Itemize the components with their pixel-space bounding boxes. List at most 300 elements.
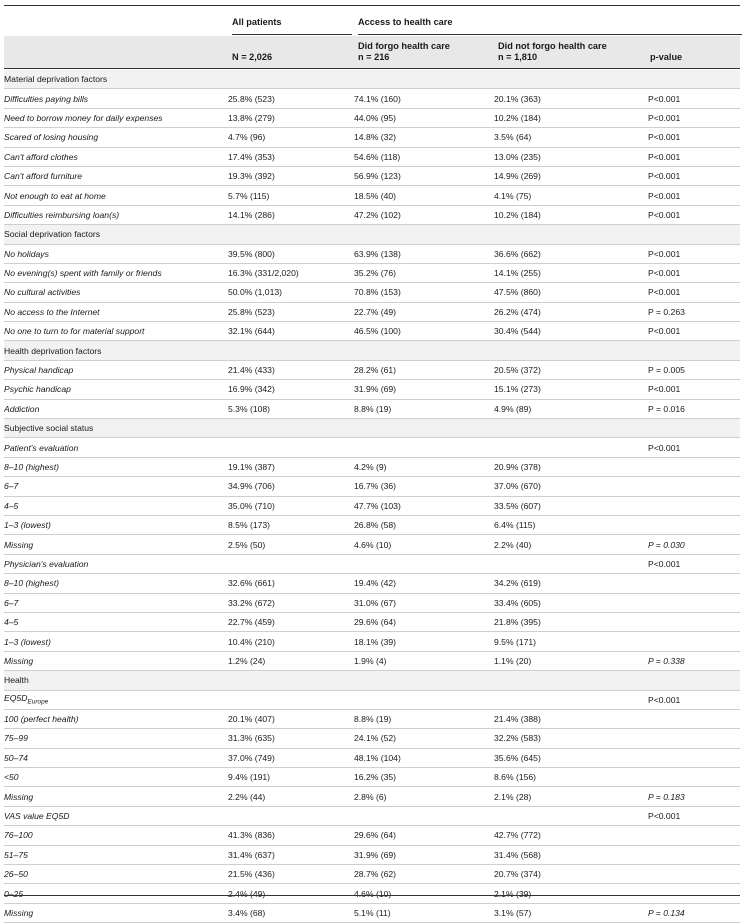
cell-did-forgo: 19.4% (42) [354,574,494,593]
cell-did-forgo: 26.8% (58) [354,515,494,534]
row-label [4,283,228,302]
table-row [4,205,740,224]
cell-did-not-forgo: 13.0% (235) [494,147,648,166]
cell-p-value: P = 0.338 [648,651,740,670]
cell-did-forgo: 22.7% (49) [354,302,494,321]
cell-p-value: P<0.001 [648,283,740,302]
cell-all-patients: 8.5% (173) [228,515,354,534]
header-all-patients: All patients [232,17,282,27]
cell-all-patients: 16.3% (331/2,020) [228,263,354,282]
cell-did-not-forgo: 14.9% (269) [494,166,648,185]
cell-did-forgo: 4.2% (9) [354,457,494,476]
cell-did-forgo: 54.6% (118) [354,147,494,166]
cell-did-forgo: 4.6% (10) [354,884,494,903]
cell-did-not-forgo: 31.4% (568) [494,845,648,864]
cell-did-forgo: 16.7% (36) [354,477,494,496]
cell-all-patients: 5.7% (115) [228,186,354,205]
cell-p-value: P<0.001 [648,186,740,205]
row-label [4,593,228,612]
cell-did-forgo: 5.1% (11) [354,903,494,922]
cell-p-value [648,632,740,651]
cell-all-patients: 19.1% (387) [228,457,354,476]
cell-did-not-forgo: 32.2% (583) [494,729,648,748]
cell-p-value [648,612,740,631]
row-label [4,554,228,573]
cell-p-value: P<0.001 [648,380,740,399]
cell-p-value [648,477,740,496]
cell-did-forgo: 28.2% (61) [354,360,494,379]
table-row [4,166,740,185]
cell-p-value [648,593,740,612]
row-label-text: <50 [4,772,19,783]
cell-did-forgo: 18.1% (39) [354,632,494,651]
cell-all-patients: 33.2% (672) [228,593,354,612]
cell-did-forgo: 31.9% (69) [354,845,494,864]
table-row [4,89,740,108]
row-label [4,128,228,147]
cell-all-patients: 3.4% (68) [228,903,354,922]
cell-did-not-forgo: 1.1% (20) [494,651,648,670]
cell-did-not-forgo: 2.1% (28) [494,787,648,806]
cell-did-forgo: 44.0% (95) [354,108,494,127]
cell-did-not-forgo: 47.5% (860) [494,283,648,302]
table-row [4,515,740,534]
row-label [4,89,228,108]
cell-p-value: P<0.001 [648,108,740,127]
row-label [4,263,228,282]
cell-p-value: P<0.001 [648,205,740,224]
section-row [4,341,740,360]
row-label-text: Can't afford clothes [4,151,78,162]
row-label [4,806,228,825]
row-label [4,360,228,379]
cell-all-patients: 31.3% (635) [228,729,354,748]
row-label [4,147,228,166]
cell-p-value [648,845,740,864]
cell-p-value: P<0.001 [648,166,740,185]
row-label-text: Missing [4,539,34,550]
row-label-text: 0–25 [4,888,24,899]
cell-all-patients [228,438,354,457]
cell-all-patients: 1.2% (24) [228,651,354,670]
cell-all-patients: 37.0% (749) [228,748,354,767]
cell-did-not-forgo: 21.4% (388) [494,709,648,728]
cell-all-patients: 34.9% (706) [228,477,354,496]
cell-p-value: P<0.001 [648,147,740,166]
cell-all-patients: 14.1% (286) [228,205,354,224]
cell-did-not-forgo [494,438,648,457]
cell-p-value: P = 0.005 [648,360,740,379]
row-label-text: Not enough to eat at home [4,190,106,201]
cell-all-patients: 5.3% (108) [228,399,354,418]
row-label-text: Need to borrow money for daily expenses [4,112,163,123]
cell-all-patients: 32.1% (644) [228,322,354,341]
cell-did-not-forgo: 20.9% (378) [494,457,648,476]
cell-did-not-forgo: 8.6% (156) [494,768,648,787]
cell-did-forgo: 48.1% (104) [354,748,494,767]
row-label-text: 4–5 [4,500,19,511]
cell-all-patients: 16.9% (342) [228,380,354,399]
table-row [4,748,740,767]
cell-p-value: P<0.001 [648,322,740,341]
cell-p-value: P<0.001 [648,554,740,573]
cell-p-value: P<0.001 [648,690,740,709]
cell-all-patients: 25.8% (523) [228,89,354,108]
row-label-text: 51–75 [4,849,28,860]
cell-did-forgo [354,554,494,573]
row-label [4,496,228,515]
section-row [4,70,740,89]
cell-all-patients: 25.8% (523) [228,302,354,321]
cell-p-value [648,515,740,534]
row-label [4,244,228,263]
table-row [4,108,740,127]
cell-all-patients: 2.4% (49) [228,884,354,903]
cell-p-value: P = 0.016 [648,399,740,418]
row-label-text: Missing [4,655,34,666]
header-underline-all [232,34,352,35]
cell-did-not-forgo [494,806,648,825]
cell-did-not-forgo: 4.1% (75) [494,186,648,205]
header-notforgo-title: Did not forgo health care [498,41,607,51]
row-label-text: 8–10 (highest) [4,578,59,589]
table-bottom-rule [4,895,740,896]
cell-did-not-forgo: 15.1% (273) [494,380,648,399]
cell-all-patients: 4.7% (96) [228,128,354,147]
cell-did-forgo: 14.8% (32) [354,128,494,147]
row-label-text: Physical handicap [4,365,74,376]
table-row [4,360,740,379]
section-label: Subjective social status [4,419,740,438]
data-table-body [4,70,740,923]
cell-did-forgo: 28.7% (62) [354,865,494,884]
table-row [4,554,740,573]
table-row [4,632,740,651]
table-header-group-row [4,10,740,34]
row-label [4,748,228,767]
row-label [4,515,228,534]
header-forgo-title: Did forgo health care [358,41,450,51]
row-label [4,205,228,224]
table-row [4,322,740,341]
row-label [4,865,228,884]
table-row [4,884,740,903]
cell-p-value: P = 0.030 [648,535,740,554]
section-row [4,671,740,690]
cell-p-value: P<0.001 [648,128,740,147]
row-label-text: No holidays [4,248,49,259]
cell-p-value [648,457,740,476]
table-row [4,302,740,321]
table-row [4,477,740,496]
row-label-text: 75–99 [4,733,28,744]
cell-did-not-forgo [494,554,648,573]
row-label-text: 4–5 [4,617,19,628]
header-forgo-n: n = 216 [358,52,390,62]
cell-did-forgo: 24.1% (52) [354,729,494,748]
cell-did-forgo: 1.9% (4) [354,651,494,670]
cell-all-patients: 9.4% (191) [228,768,354,787]
cell-did-not-forgo: 10.2% (184) [494,205,648,224]
cell-p-value: P<0.001 [648,263,740,282]
row-label-text: 6–7 [4,481,19,492]
cell-did-forgo: 29.6% (64) [354,826,494,845]
cell-p-value: P<0.001 [648,244,740,263]
cell-did-forgo: 8.8% (19) [354,709,494,728]
row-label-text: 76–100 [4,830,33,841]
table-row [4,612,740,631]
cell-did-not-forgo: 37.0% (670) [494,477,648,496]
table-row [4,128,740,147]
table-row [4,845,740,864]
cell-all-patients: 2.5% (50) [228,535,354,554]
cell-p-value: P<0.001 [648,806,740,825]
cell-did-forgo: 47.7% (103) [354,496,494,515]
cell-all-patients: 13.8% (279) [228,108,354,127]
cell-did-not-forgo: 33.5% (607) [494,496,648,515]
row-label [4,302,228,321]
table-row [4,457,740,476]
cell-did-forgo: 18.5% (40) [354,186,494,205]
row-label [4,380,228,399]
cell-all-patients: 21.5% (436) [228,865,354,884]
row-label-text: 1–3 (lowest) [4,520,51,531]
cell-did-not-forgo: 26.2% (474) [494,302,648,321]
row-label-text: EQ5D [4,693,28,704]
cell-all-patients: 31.4% (637) [228,845,354,864]
cell-did-forgo: 56.9% (123) [354,166,494,185]
row-label-text: 1–3 (lowest) [4,636,51,647]
cell-did-forgo: 46.5% (100) [354,322,494,341]
row-label [4,787,228,806]
row-label [4,535,228,554]
table-row [4,593,740,612]
header-underline-access [358,34,742,35]
cell-did-not-forgo: 30.4% (544) [494,322,648,341]
cell-did-not-forgo: 20.7% (374) [494,865,648,884]
cell-did-not-forgo: 2.2% (40) [494,535,648,554]
cell-all-patients: 50.0% (1,013) [228,283,354,302]
section-row [4,419,740,438]
cell-did-forgo: 70.8% (153) [354,283,494,302]
cell-p-value: P<0.001 [648,89,740,108]
table-row [4,806,740,825]
cell-did-not-forgo: 3.1% (57) [494,903,648,922]
row-label [4,632,228,651]
table-row [4,399,740,418]
cell-p-value: P = 0.263 [648,302,740,321]
cell-did-forgo: 31.0% (67) [354,593,494,612]
table-header-row [4,36,740,69]
table-row [4,147,740,166]
cell-did-not-forgo: 14.1% (255) [494,263,648,282]
row-label-text: Scared of losing housing [4,132,99,143]
cell-all-patients: 19.3% (392) [228,166,354,185]
row-label-text: No cultural activities [4,287,81,298]
row-label-text: 100 (perfect health) [4,714,79,725]
row-label-text: Missing [4,907,34,918]
row-label [4,690,228,709]
cell-did-not-forgo: 36.6% (662) [494,244,648,263]
cell-did-forgo: 74.1% (160) [354,89,494,108]
row-label-text: Difficulties reimbursing loan(s) [4,209,120,220]
cell-all-patients: 39.5% (800) [228,244,354,263]
cell-all-patients [228,690,354,709]
cell-did-forgo: 2.8% (6) [354,787,494,806]
cell-did-forgo: 16.2% (35) [354,768,494,787]
table-row [4,574,740,593]
table-row [4,729,740,748]
cell-did-forgo: 4.6% (10) [354,535,494,554]
cell-did-not-forgo: 4.9% (89) [494,399,648,418]
cell-did-forgo [354,806,494,825]
row-label [4,884,228,903]
table-row [4,826,740,845]
table-row [4,438,740,457]
cell-all-patients: 17.4% (353) [228,147,354,166]
header-n-all: N = 2,026 [232,52,273,62]
cell-did-not-forgo: 35.6% (645) [494,748,648,767]
header-access-to-health-care: Access to health care [358,17,453,27]
row-label [4,845,228,864]
table-row [4,186,740,205]
cell-did-not-forgo: 9.5% (171) [494,632,648,651]
row-label [4,709,228,728]
header-notforgo-n: n = 1,810 [498,52,538,62]
table-row [4,690,740,709]
cell-did-not-forgo: 42.7% (772) [494,826,648,845]
row-label-text: 26–50 [4,869,28,880]
cell-did-forgo: 63.9% (138) [354,244,494,263]
row-label [4,438,228,457]
row-label [4,457,228,476]
cell-all-patients [228,806,354,825]
cell-did-forgo [354,690,494,709]
cell-p-value [648,884,740,903]
row-label-text: VAS value EQ5D [4,811,70,822]
cell-did-forgo: 31.9% (69) [354,380,494,399]
table-row [4,244,740,263]
cell-p-value [648,748,740,767]
row-label [4,826,228,845]
cell-did-not-forgo: 6.4% (115) [494,515,648,534]
cell-all-patients: 10.4% (210) [228,632,354,651]
table-row [4,283,740,302]
cell-did-not-forgo: 20.1% (363) [494,89,648,108]
section-label: Social deprivation factors [4,225,740,244]
cell-did-forgo [354,438,494,457]
cell-p-value [648,865,740,884]
row-label-text: Physician's evaluation [4,558,89,569]
cell-p-value: P<0.001 [648,438,740,457]
cell-all-patients: 2.2% (44) [228,787,354,806]
cell-p-value [648,826,740,845]
row-label [4,768,228,787]
cell-p-value [648,496,740,515]
section-label: Health [4,671,740,690]
table-row [4,903,740,922]
table-row [4,535,740,554]
row-label [4,903,228,922]
cell-did-not-forgo: 33.4% (605) [494,593,648,612]
section-row [4,225,740,244]
table-top-rule [4,5,740,6]
cell-did-not-forgo: 34.2% (619) [494,574,648,593]
data-table [4,70,740,923]
cell-all-patients: 21.4% (433) [228,360,354,379]
row-label-text: Psychic handicap [4,384,71,395]
row-label-text: Missing [4,791,34,802]
row-label-subscript: Europe [27,699,49,707]
cell-all-patients [228,554,354,573]
cell-all-patients: 22.7% (459) [228,612,354,631]
row-label-text: 50–74 [4,752,28,763]
table-row [4,651,740,670]
row-label [4,186,228,205]
row-label [4,729,228,748]
cell-did-not-forgo: 10.2% (184) [494,108,648,127]
row-label-text: 6–7 [4,597,19,608]
row-label [4,322,228,341]
table-row [4,865,740,884]
row-label-text: No evening(s) spent with family or friends [4,268,162,279]
row-label [4,612,228,631]
row-label [4,651,228,670]
cell-did-not-forgo: 20.5% (372) [494,360,648,379]
cell-did-not-forgo: 3.5% (64) [494,128,648,147]
row-label-text: 8–10 (highest) [4,462,59,472]
table-row [4,380,740,399]
cell-p-value [648,729,740,748]
table-row [4,768,740,787]
cell-p-value [648,709,740,728]
row-label-text: Patient's evaluation [4,442,79,453]
row-label-text: No one to turn to for material support [4,326,145,337]
table-row [4,709,740,728]
cell-p-value [648,768,740,787]
cell-all-patients: 35.0% (710) [228,496,354,515]
cell-did-forgo: 29.6% (64) [354,612,494,631]
row-label-text: Difficulties paying bills [4,93,89,104]
cell-did-not-forgo: 2.1% (39) [494,884,648,903]
cell-did-not-forgo [494,690,648,709]
cell-all-patients: 20.1% (407) [228,709,354,728]
cell-did-forgo: 35.2% (76) [354,263,494,282]
cell-all-patients: 41.3% (836) [228,826,354,845]
row-label-text: No access to the Internet [4,306,100,317]
cell-did-not-forgo: 21.8% (395) [494,612,648,631]
section-label: Health deprivation factors [4,341,740,360]
table-row [4,787,740,806]
cell-did-forgo: 8.8% (19) [354,399,494,418]
section-label: Material deprivation factors [4,70,740,89]
cell-p-value: P = 0.134 [648,903,740,922]
row-label-text: Addiction [4,403,40,414]
cell-p-value [648,574,740,593]
table-row [4,263,740,282]
row-label [4,166,228,185]
cell-all-patients: 32.6% (661) [228,574,354,593]
cell-did-forgo: 47.2% (102) [354,205,494,224]
row-label [4,108,228,127]
cell-p-value: P = 0.183 [648,787,740,806]
row-label [4,399,228,418]
row-label [4,477,228,496]
row-label-text: Can't afford furniture [4,171,83,182]
table-row [4,496,740,515]
header-p-value: p-value [650,52,683,62]
row-label [4,574,228,593]
